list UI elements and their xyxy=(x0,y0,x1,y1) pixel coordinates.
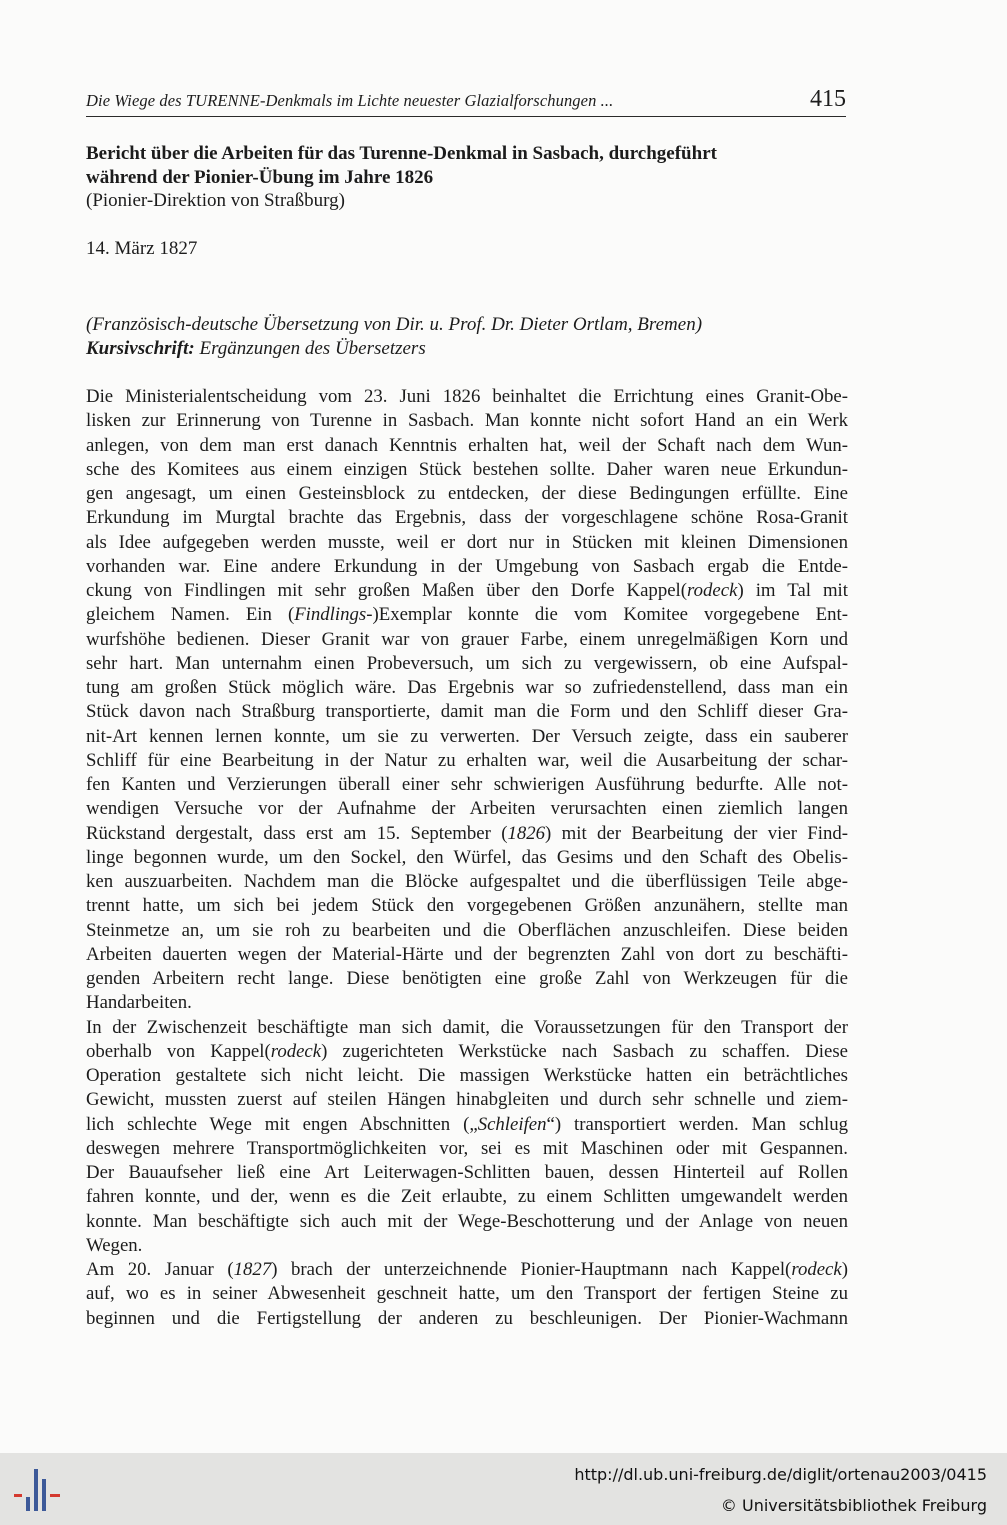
body-line xyxy=(86,919,848,943)
body-text-segment: Rückstand dergestalt, dass erst am 15. September ( xyxy=(86,822,508,844)
body-text-segment: Erkundung im Murgtal brachte das Ergebnis, dass der vorgeschlagene schöne Rosa-Granit xyxy=(86,507,848,529)
body-line xyxy=(86,579,848,603)
body-text-segment: ) zugerichteten Werkstücke nach Sasbach zu schaffen. Diese xyxy=(321,1040,848,1062)
body-text-segment: oberhalb von Kappel( xyxy=(86,1040,271,1062)
body-text-segment: ) brach der unterzeichnende Pionier-Hauptmann nach Kappel( xyxy=(271,1259,792,1280)
italic-legend-label: Kursivschrift: xyxy=(86,338,195,359)
translator-addition: rodeck xyxy=(687,580,738,601)
report-date: 14. März 1827 xyxy=(86,238,198,259)
body-text-segment: Der Bauaufseher ließ eine Art Leiterwagen-Schlitten bauen, dessen Hinterteil auf Rollen xyxy=(86,1162,848,1183)
body-text-segment: Steinmetze an, um sie roh zu bearbeiten und die Oberflächen anzuschleifen. Diese beiden xyxy=(86,919,848,941)
italic-legend-text: Ergänzungen des Übersetzers xyxy=(199,338,426,359)
body-text-segment: fahren konnte, und der, wenn es die Zeit erlaubte, zu einem Schlitten umgewandelt werden xyxy=(86,1186,848,1208)
report-subtitle: (Pionier-Direktion von Straßburg) xyxy=(86,190,345,211)
body-line xyxy=(86,1016,848,1040)
body-text-segment: ckung von Findlingen mit sehr großen Maßen über den Dorfe Kappel( xyxy=(86,580,688,601)
body-line xyxy=(86,506,848,530)
body-text-segment: deswegen mehrere Transportmöglichkeiten vor, sei es mit Maschinen oder mit Gespannen. xyxy=(86,1137,848,1159)
body-text-segment: lich schlechte Wege mit engen Abschnitten („ xyxy=(86,1113,478,1135)
body-text-segment: lisken zur Erinnerung von Turenne in Sasbach. Man konnte nicht sofort Hand an ein Werk xyxy=(86,410,848,432)
body-text-segment: auf, wo es in seiner Abwesenheit geschneit hatte, um den Transport der fertigen Steine zu xyxy=(86,1283,848,1305)
body-text-segment: gen angesagt, um einen Gesteinsblock zu entdecken, der diese Bedingungen erfüllte. Eine xyxy=(86,483,848,504)
body-line xyxy=(86,991,848,1015)
body-line xyxy=(86,555,848,579)
body-text-segment: gleichem Namen. Ein ( xyxy=(86,604,295,626)
body-text-segment: sche des Komitees aus einem einzigen Stück bestehen sollte. Daher waren neue Erkundun- xyxy=(86,458,848,480)
body-line xyxy=(86,700,848,724)
body-text-segment: Operation gestaltete sich nicht leicht. Die massigen Werkstücke hatten ein beträchtliches xyxy=(86,1065,848,1086)
italic-legend xyxy=(86,338,426,360)
body-line xyxy=(86,458,848,482)
source-url[interactable]: http://dl.ub.uni-freiburg.de/diglit/ortenau2003/0415 xyxy=(574,1465,987,1484)
body-text-segment: als Idee aufgegeben werden musste, weil er dort nur in Stücken mit kleinen Dimensionen xyxy=(86,531,848,553)
body-text-segment: In der Zwischenzeit beschäftigte man sich damit, die Voraussetzungen für den Transport der xyxy=(86,1016,848,1038)
body-line xyxy=(86,870,848,894)
body-line xyxy=(86,773,848,797)
translator-addition: 1826 xyxy=(507,822,546,844)
body-line xyxy=(86,943,848,967)
body-line xyxy=(86,1282,848,1306)
running-title: Die Wiege des TURENNE-Denkmals im Lichte neuester Glazialforschungen ... xyxy=(86,91,614,110)
body-line xyxy=(86,846,848,870)
body-line xyxy=(86,797,848,821)
body-line xyxy=(86,1113,848,1137)
body-text-segment: fen Kanten und Verzierungen überall einer sehr schwierigen Ausführung bedurfte. Alle not- xyxy=(86,774,848,795)
body-text-segment: ) mit der Bearbeitung der vier Find- xyxy=(545,822,848,844)
body-text-segment: Arbeiten dauerten wegen der Material-Härte und der begrenzten Zahl von dort zu beschäfti- xyxy=(86,943,848,965)
translator-addition: rodeck xyxy=(270,1040,322,1062)
body-text-segment: “) transportiert werden. Man schlug xyxy=(546,1113,848,1135)
body-line xyxy=(86,1307,848,1331)
body-text-segment: ) im Tal mit xyxy=(737,580,848,601)
report-title xyxy=(86,142,846,190)
body-text xyxy=(86,385,848,1331)
body-text-segment: wendigen Versuche vor der Aufnahme der Arbeiten verursachten einen ziemlich langen xyxy=(86,798,848,820)
body-text-segment: nit-Art kennen lernen konnte, um sie zu verwerten. Der Versuch zeigte, dass ein sauberer xyxy=(86,725,848,747)
body-line xyxy=(86,1185,848,1209)
body-line xyxy=(86,1210,848,1234)
body-text-segment: Gewicht, mussten zuerst auf steilen Hängen hinabgleiten und durch sehr schnelle und ziem- xyxy=(86,1089,848,1111)
body-text-segment: trennt hatte, um sich bei jedem Stück den vorgegebenen Größen anzunähern, stellte man xyxy=(86,895,848,917)
body-text-segment: Schliff für eine Bearbeitung in der Natur zu erhalten war, weil die Ausarbeitung der schar- xyxy=(86,749,848,771)
body-text-segment: ) xyxy=(841,1259,848,1280)
body-text-segment: linge begonnen wurde, um den Sockel, den Würfel, das Gesims und den Schaft des Obelis- xyxy=(86,846,848,868)
body-line xyxy=(86,749,848,773)
body-line xyxy=(86,725,848,749)
body-text-segment: beginnen und die Fertigstellung der anderen zu beschleunigen. Der Pionier-Wachmann xyxy=(86,1307,848,1329)
copyright-notice: © Universitätsbibliothek Freiburg xyxy=(720,1496,987,1515)
body-line xyxy=(86,1064,848,1088)
body-line xyxy=(86,409,848,433)
body-text-segment: Handarbeiten. xyxy=(86,992,192,1014)
body-text-segment: Die Ministerialentscheidung vom 23. Juni 1826 beinhaltet die Errichtung eines Granit-Obe- xyxy=(86,386,848,407)
body-line xyxy=(86,822,848,846)
body-line xyxy=(86,1040,848,1064)
translator-addition: rodeck xyxy=(791,1259,842,1280)
footer-bar xyxy=(0,1453,1007,1525)
body-line xyxy=(86,652,848,676)
body-line xyxy=(86,482,848,506)
body-line xyxy=(86,676,848,700)
body-text-segment: Wegen. xyxy=(86,1234,143,1256)
body-line xyxy=(86,1234,848,1258)
body-text-segment: Am 20. Januar ( xyxy=(86,1259,234,1280)
body-line xyxy=(86,628,848,652)
body-line xyxy=(86,894,848,918)
report-title-line-1: Bericht über die Arbeiten für das Turenne-Denkmal in Sasbach, durchgeführt xyxy=(86,143,717,164)
body-line xyxy=(86,1088,848,1112)
body-text-segment: vorhanden war. Eine andere Erkundung in der Umgebung von Sasbach ergab die Entde- xyxy=(86,555,848,577)
translator-note: (Französisch-deutsche Übersetzung von Dir. u. Prof. Dr. Dieter Ortlam, Bremen) xyxy=(86,314,703,335)
body-line xyxy=(86,1258,848,1282)
body-line xyxy=(86,603,848,627)
body-text-segment: anlegen, von dem man erst danach Kenntnis erhalten hat, weil der Schaft nach dem Wun- xyxy=(86,434,848,456)
body-text-segment: genden Arbeitern recht lange. Diese benötigten eine große Zahl von Werkzeugen für die xyxy=(86,968,848,989)
body-line xyxy=(86,1161,848,1185)
body-line xyxy=(86,531,848,555)
running-header xyxy=(86,84,846,117)
translator-addition: Schleifen xyxy=(477,1113,547,1135)
report-title-line-2: während der Pionier-Übung im Jahre 1826 xyxy=(86,167,434,188)
body-line xyxy=(86,385,848,409)
body-line xyxy=(86,434,848,458)
body-text-segment: konnte. Man beschäftigte sich auch mit der Wege-Beschotterung und der Anlage von neuen xyxy=(86,1210,848,1232)
body-text-segment: sehr hart. Man unternahm einen Probeversuch, um sich zu vergewissern, ob eine Aufspal- xyxy=(86,652,848,674)
ub-freiburg-logo-icon xyxy=(14,1467,64,1513)
body-text-segment: wurfshöhe bedienen. Dieser Granit war von grauer Farbe, einem unregelmäßigen Korn und xyxy=(86,628,848,650)
translator-addition: 1827 xyxy=(233,1259,272,1280)
page-number: 415 xyxy=(810,86,846,112)
body-text-segment: tung am großen Stück möglich wäre. Das Ergebnis war so zufriedenstellend, dass man ein xyxy=(86,677,848,698)
body-line xyxy=(86,1137,848,1161)
body-text-segment: Stück davon nach Straßburg transportierte, damit man die Form und den Schliff dieser Gra- xyxy=(86,701,848,723)
translator-addition: Findlings- xyxy=(294,604,373,626)
body-text-segment: )Exemplar konnte die vom Komitee vorgegebene Ent- xyxy=(372,604,848,626)
body-text-segment: ken auszuarbeiten. Nachdem man die Blöcke aufgespaltet und die überflüssigen Teile abge- xyxy=(86,871,848,892)
body-line xyxy=(86,967,848,991)
